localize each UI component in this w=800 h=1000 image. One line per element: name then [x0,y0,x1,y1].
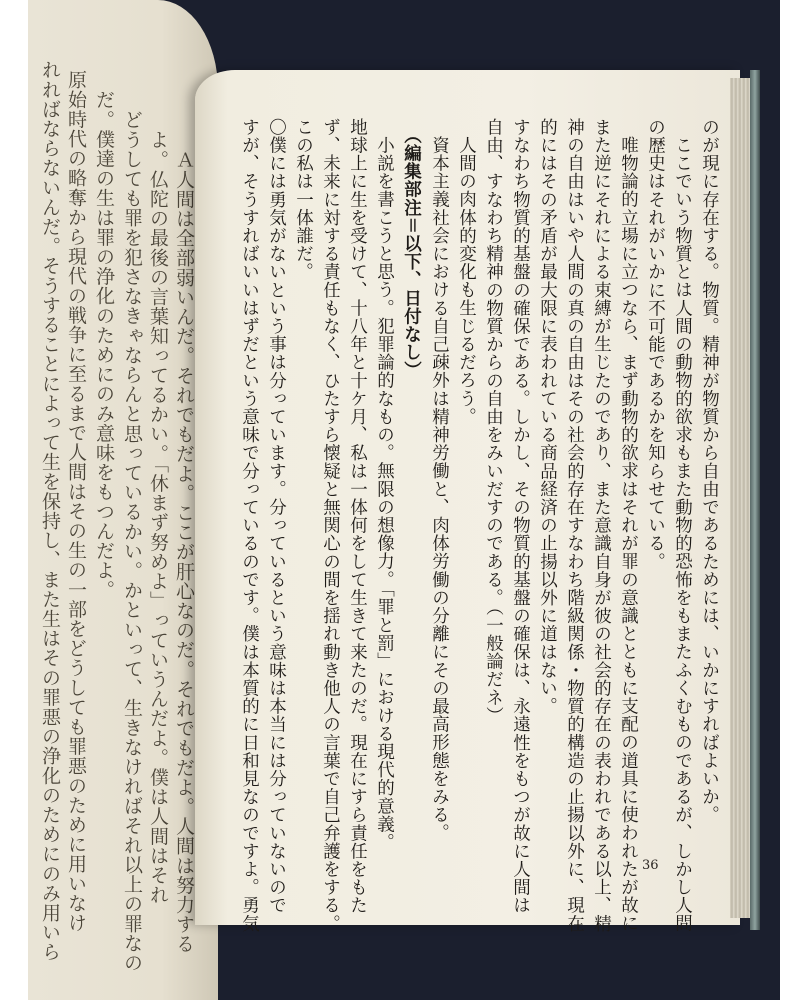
text-column: 地球上に生を受けて、十八年と十ケ月、私は一体何をして生きて来たのだ。現在にすら責任をもた [347,118,368,915]
text-column: のが現に存在する。物質。精神が物質から自由であるためには、いかにすればよいか。 [699,118,720,824]
text-column: 的にはその矛盾が最大限に表われている商品経済の止揚以外に道はない。 [537,118,558,716]
text-column: 〇僕には勇気がないという事は分っています。分っているという意味は本当には分っていないので [266,118,287,915]
text-column: この私は一体誰だ。 [293,118,314,281]
editor-note: （編集部注＝以下、日付なし） [401,126,422,380]
left-page [28,0,218,1000]
text-column: ず、未来に対する責任もなく、ひたすら懐疑と無関心の間を揺れ動き他人の言葉で自己弁護をする。 [320,118,341,933]
book-cover-edge [750,70,760,930]
page-number: 36 [642,858,659,873]
left-page-line: だ。僕達の生は罪の浄化のためにのみ意味をもつんだよ。 [93,90,115,600]
text-column: 小説を書こうと思う。犯罪論的なもの。無限の想像力。「罪と罰」における現代的意義。 [374,136,395,852]
left-page-line: 原始時代の略奪から現代の戦争に至るまで人間はその生の一部をどうしても罪悪のために用いなけ [65,70,87,933]
text-column: 資本主義社会における自己疎外は精神労働と、肉体労働の分離にその最高形態をみる。 [429,136,450,842]
left-page-line: よ。仏陀の最後の言葉知ってるかい。「休まず努めよ」っていうんだよ。僕は人間はそれ [147,130,169,905]
left-page-line: れればならないんだ。そうすることによって生を保持し、また生はその罪悪の浄化のためにのみ用いら [39,60,61,962]
left-page-line: Ａ人間は全部弱いんだ。それでもだよ。ここが肝心なのだ。それでもだよ。人間は努力する [173,150,195,954]
left-page-line: どうしても罪を犯さなきゃならんと思っているかい。かといって、生きなければそれ以上の罪なの [121,110,143,973]
text-column: 唯物論的立場に立つなら、まず動物的欲求はそれが罪の意識とともに支配の道具に使われたが故に [618,136,639,933]
text-column: ここでいう物質とは人間の動物的欲求もまた動物的恐怖をもまたふくむものであるが、しかし人間 [672,136,693,933]
text-column: すなわち物質的基盤の確保である。しかし、その物質的基盤の確保は、永遠性をもつが故に人間は [510,118,531,915]
text-column: の歴史はそれがいかに不可能であるかを知らせている。 [645,118,666,571]
text-column: また逆にそれによる束縛が生じたのであり、また意識自身が彼の社会的存在の表われである以上、精 [591,118,612,933]
text-column: すが、そうすればいいはずだという意味で分っているのです。僕は本質的に日和見なのですよ。勇気 [239,118,260,933]
text-column: 神の自由はいや人間の真の自由はその社会的存在すなわち階級関係・物質的構造の止揚以外に、現在 [564,118,585,933]
text-column: 自由、すなわち精神の物質からの自由をみいだすのである。（一般論だネ） [483,118,504,725]
text-column: 人間の肉体的変化も生じるだろう。 [456,136,477,426]
